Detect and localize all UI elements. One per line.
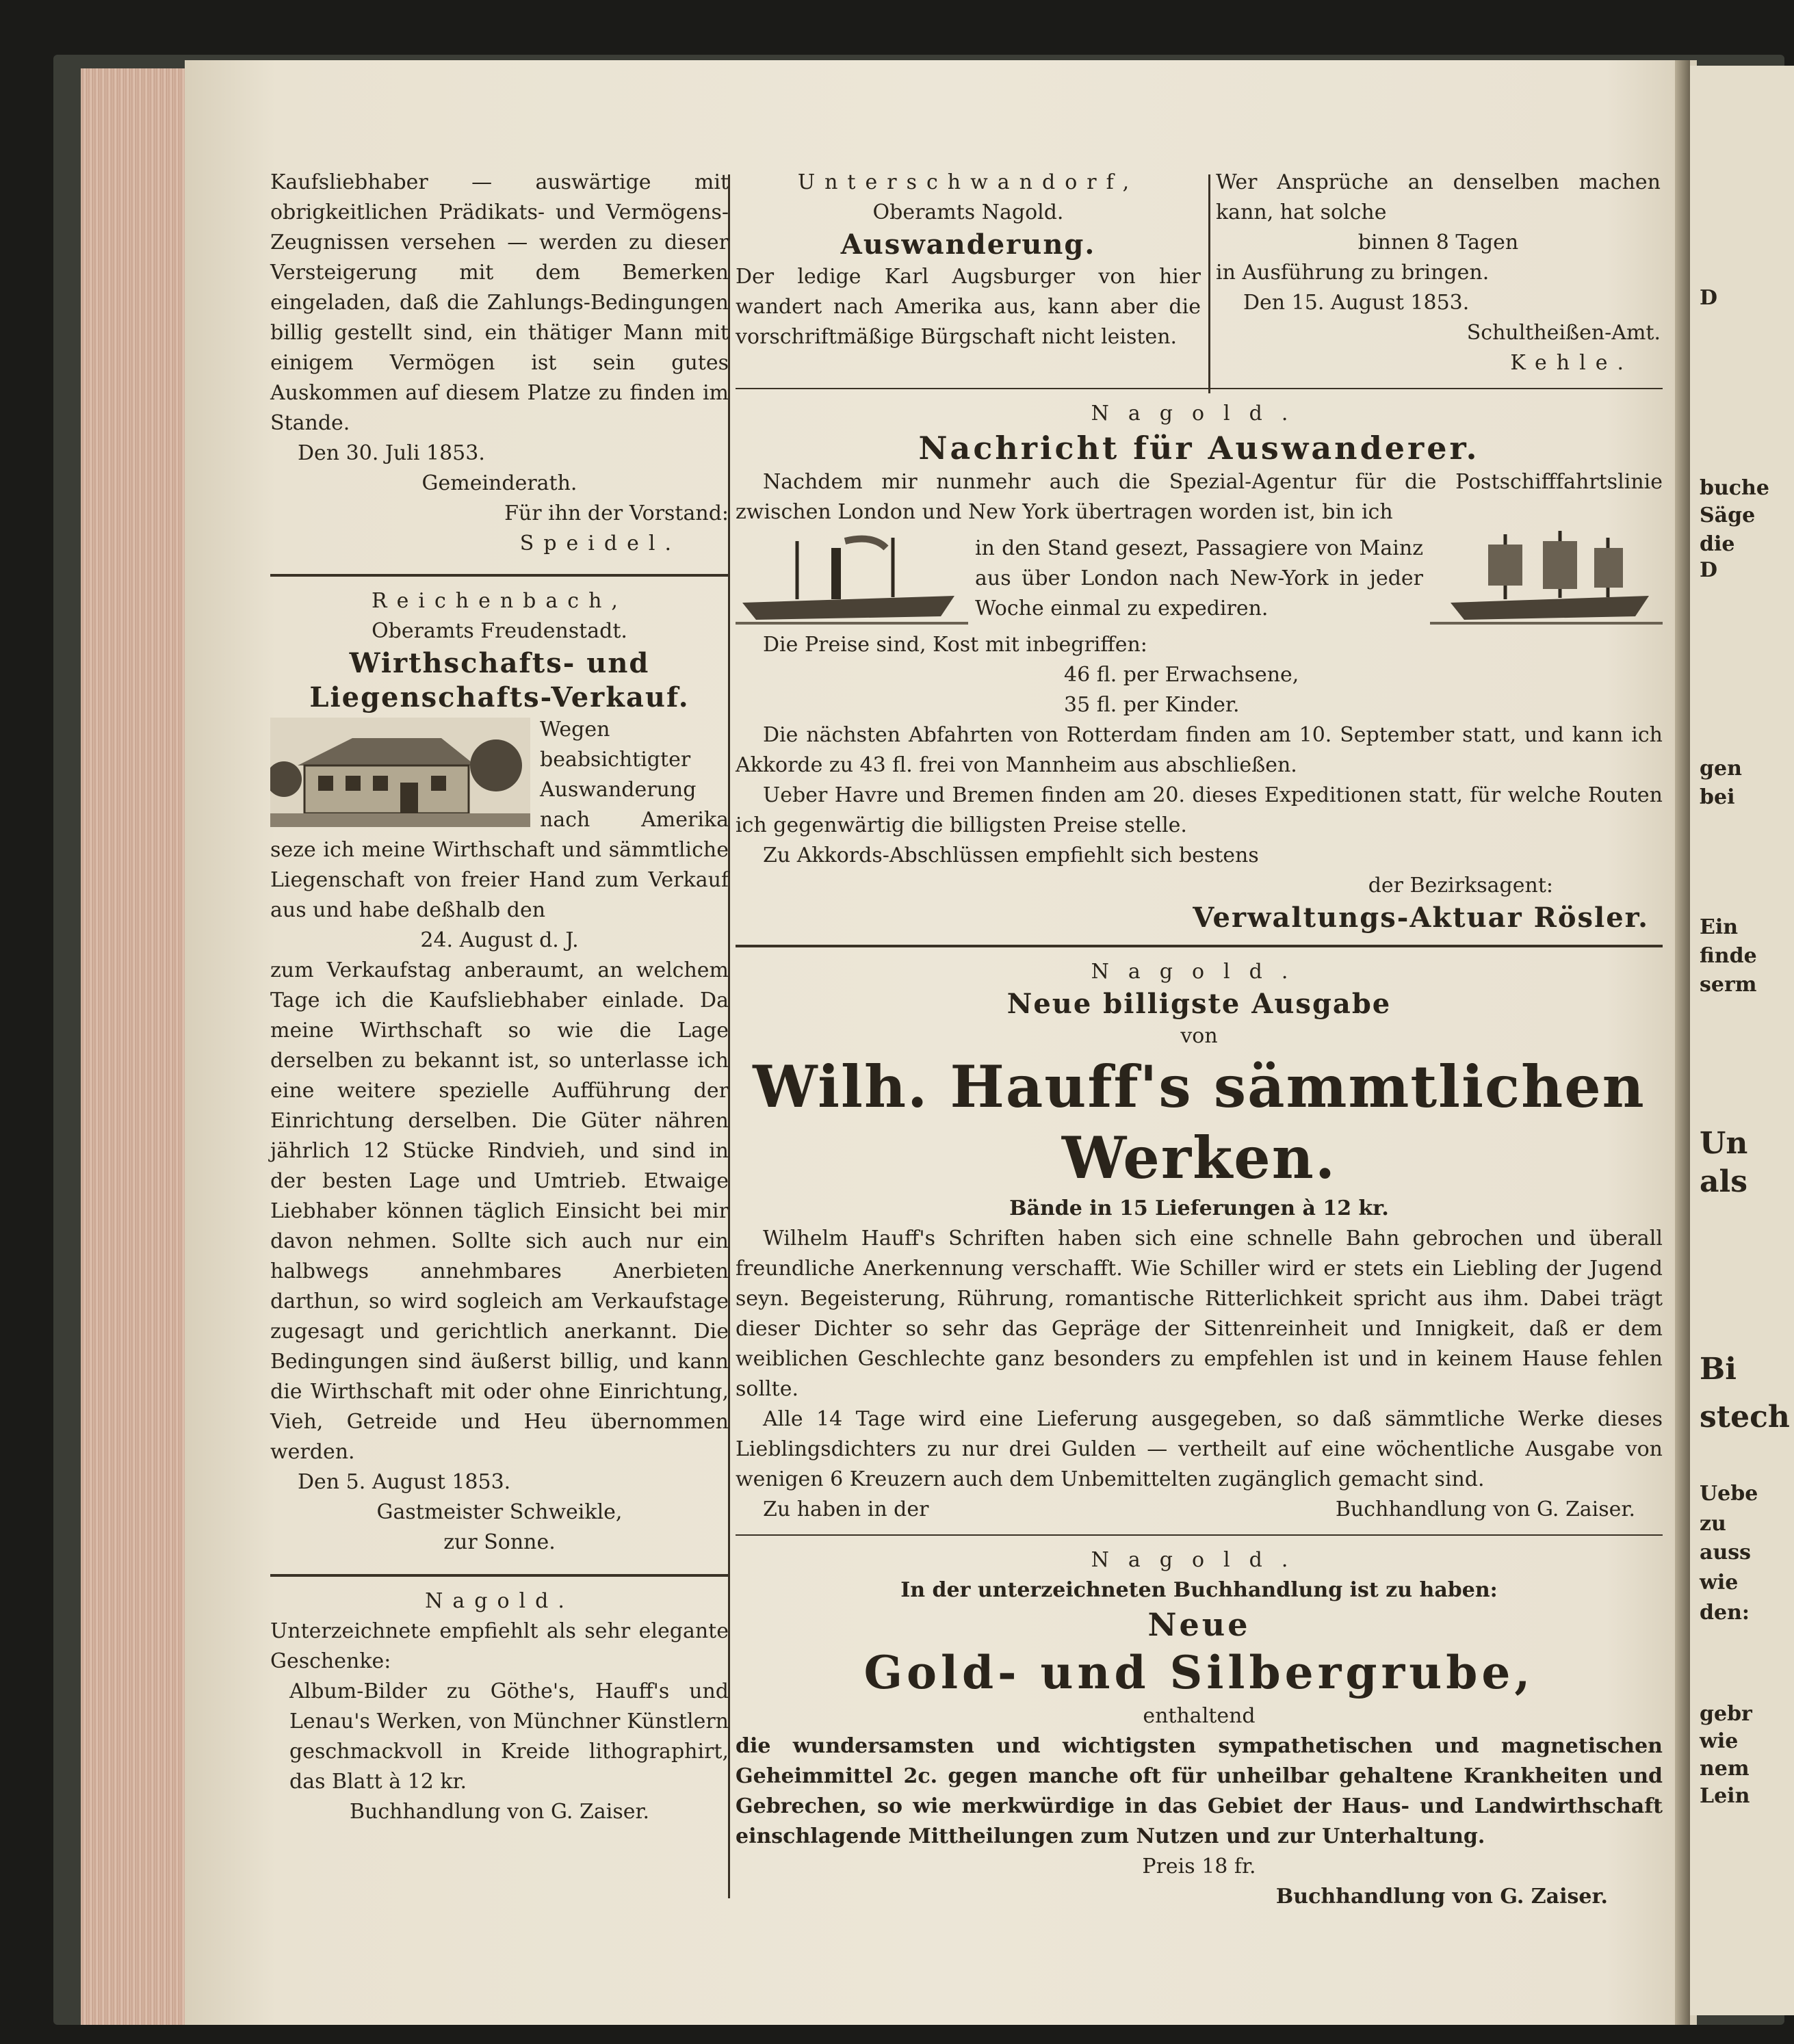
ad-date: Den 5. August 1853. — [298, 1470, 511, 1494]
ad-date: Den 15. August 1853. — [1243, 291, 1470, 315]
fragment-text: Uebe — [1700, 1482, 1758, 1506]
ad-title-von: von — [1180, 1024, 1218, 1048]
fragment-text: gebr — [1700, 1702, 1752, 1726]
ad-text: Wilhelm Hauff's Schriften haben sich eine schnelle Bahn gebrochen und überall freundliche Anerkennung verschafft. Wie Schiller wird er stets ein Liebling der Jugend seyn. Begeisterung, Rührung, romantische Ritterlichkeit spricht aus ihm. Dabei trägt dieser Dichter so sehr das Gepräge der Sittenreinheit und Innigkeit, daß er dem weiblichen Geschlechte ganz besonders zu empfehlen ist und in keinem Hause fehlen sollte. — [736, 1227, 1663, 1401]
fragment-text: stech — [1700, 1400, 1790, 1434]
ad-signature: Gemeinderath. — [421, 471, 577, 495]
ad-text: Unterzeichnete empfiehlt als sehr elegante Geschenke: — [270, 1619, 729, 1673]
ad-place: Unterschwandorf, — [797, 170, 1139, 194]
ad-emigrant-agency — [736, 399, 1663, 935]
fragment-text: Säge — [1700, 503, 1756, 527]
fragment-text: buche — [1700, 476, 1769, 500]
ad-album-pictures — [270, 1586, 729, 1827]
ad-text: Ueber Havre und Bremen finden am 20. dieses Expeditionen statt, für welche Routen ich gegenwärtig die billigsten Preise stelle. — [736, 783, 1663, 837]
separator-rule — [736, 388, 1663, 389]
ad-title: Auswanderung. — [840, 228, 1096, 261]
fragment-text: Un — [1700, 1126, 1748, 1161]
price-adult: 46 fl. per Erwachsene, — [1064, 663, 1299, 687]
ad-title: Wirthschafts- und Liegenschafts-Verkauf. — [309, 647, 690, 713]
fragment-text: wie — [1700, 1729, 1739, 1753]
fragment-text: gen — [1700, 757, 1742, 781]
ad-text: zum Verkaufstag anberaumt, an welchem Tage ich die Kaufsliebhaber einlade. Da meine Wirthschaft so wie die Lage derselben zu bekannt ist, so unterlasse ich eine weitere spezielle Aufführung der Einrichtung derselben. Die Güter nähren jährlich 12 Stücke Rindvieh, und sind in der besten Lage und Umtrieb. Etwaige Liebhaber können täglich Einsicht bei mir davon nehmen. Sollte sich auch nur ein halbwegs annehmbares Anerbieten darthun, so wird sogleich am Verkaufstage zugesagt und gerichtlich anerkannt. Die Bedingungen sind äußerst billig, und kann die Wirthschaft mit oder ohne Einrichtung, Vieh, Getreide und Heu übernommen werden. — [270, 958, 729, 1464]
fragment-text: die — [1700, 532, 1735, 556]
ad-text: Wegen beabsichtigter Auswanderung nach Amerika seze ich meine Wirthschaft und sämmtliche Liegenschaft von freier Hand zum Verkauf aus und habe deßhalb den — [270, 718, 729, 922]
ad-gold-silver-mine — [736, 1545, 1663, 1912]
fragment-text: bei — [1700, 785, 1735, 809]
steamship-woodcut-image — [736, 527, 968, 630]
fragment-text: den: — [1700, 1601, 1750, 1625]
ad-signature-name: Verwaltungs-Aktuar Rösler. — [1193, 902, 1649, 934]
fragment-text: wie — [1700, 1571, 1739, 1595]
ad-headline: Gold- und Silbergrube, — [863, 1646, 1535, 1699]
ad-signature: der Bezirksagent: — [1368, 874, 1553, 897]
ad-date-line: 24. August d. J. — [420, 928, 579, 952]
price-child: 35 fl. per Kinder. — [1064, 693, 1240, 717]
fragment-text: auss — [1700, 1541, 1752, 1564]
fragment-text: Bi — [1700, 1352, 1737, 1387]
ad-place: Reichenbach, — [372, 589, 627, 613]
ad-text: Die Preise sind, Kost mit inbegriffen: — [763, 633, 1147, 657]
ad-headline: Wilh. Hauff's sämmtlichen Werken. — [753, 1053, 1646, 1192]
ad-text: in Ausführung zu bringen. — [1216, 261, 1490, 285]
fragment-text: D — [1700, 558, 1718, 582]
ad-text: Alle 14 Tage wird eine Lieferung ausgegeben, so daß sämmtliche Werke dieses Lieblingsdichters zu nur drei Gulden — vertheilt auf eine wöchentliche Ausgabe von wenigen 6 Kreuzern auch dem Unbemittelten zugänglich gemacht sind. — [736, 1407, 1663, 1491]
ad-title: Neue — [1147, 1606, 1251, 1643]
ad-deadline: binnen 8 Tagen — [1357, 231, 1519, 254]
fragment-text: Lein — [1700, 1784, 1750, 1808]
ad-price: Preis 18 fr. — [1142, 1855, 1256, 1878]
separator-rule — [270, 574, 729, 577]
ad-signature: Schultheißen-Amt. — [1466, 321, 1661, 345]
ad-date: Den 30. Juli 1853. — [298, 441, 485, 465]
ad-hauff-works — [736, 957, 1663, 1525]
ad-place: Nagold. — [1091, 402, 1308, 425]
ad-text: Wer Ansprüche an denselben machen kann, hat solche — [1216, 170, 1661, 224]
ad-signature-name: Kehle. — [1510, 351, 1633, 375]
ad-text: Zu Akkords-Abschlüssen empfiehlt sich bestens — [763, 843, 1259, 867]
fragment-text: nem — [1700, 1757, 1750, 1781]
ad-signature: Für ihn der Vorstand: — [504, 501, 729, 525]
house-woodcut-image — [270, 718, 530, 827]
fragment-text: zu — [1700, 1512, 1726, 1536]
ad-availability: Zu haben in der — [763, 1497, 929, 1521]
right-column — [736, 168, 1663, 1912]
ad-place: Nagold. — [1091, 960, 1308, 984]
ad-tavern-sale — [270, 586, 729, 1558]
fragment-text: serm — [1700, 973, 1757, 997]
ad-contains: enthaltend — [1143, 1704, 1256, 1728]
sailing-ship-woodcut-image — [1430, 527, 1663, 630]
ad-text: Kaufsliebhaber — auswärtige mit obrigkeitlichen Prädikats- und Vermögens-Zeugnissen versehen — werden zu dieser Versteigerung mit dem Bemerken eingeladen, daß die Zahlungs-Bedingungen billig gestellt sind, ein thätiger Mann mit einigem Vermögen ist sein gutes Auskommen auf diesem Platze zu finden im Stande. — [270, 170, 729, 435]
ad-signature: Buchhandlung von G. Zaiser. — [1335, 1497, 1635, 1521]
separator-rule — [736, 945, 1663, 947]
book-gutter — [1675, 60, 1690, 2025]
ad-place: Nagold. — [1091, 1548, 1308, 1572]
next-page-fragment — [1690, 66, 1794, 2015]
left-column — [270, 168, 729, 1827]
ad-text: Die nächsten Abfahrten von Rotterdam finden am 10. September statt, und kann ich Akkorde zu 43 fl. frei von Mannheim aus abschließen. — [736, 723, 1663, 777]
ad-text: Der ledige Karl Augsburger von hier wandert nach Amerika aus, kann aber die vorschriftmäßige Bürgschaft nicht leisten. — [736, 265, 1201, 349]
ad-title: Nachricht für Auswanderer. — [918, 430, 1480, 467]
ad-intro: In der unterzeichneten Buchhandlung ist zu haben: — [900, 1578, 1498, 1602]
fragment-text: Ein — [1700, 915, 1739, 939]
separator-rule — [736, 1534, 1663, 1536]
ad-body — [270, 715, 729, 926]
fragment-text: als — [1700, 1164, 1747, 1199]
separator-rule — [270, 1574, 729, 1577]
ad-signature: zur Sonne. — [443, 1530, 556, 1554]
ad-signature-name: Speidel. — [519, 532, 681, 555]
ad-emigration-notice — [736, 168, 1663, 378]
fragment-text: D — [1700, 286, 1718, 310]
ad-signature: Buchhandlung von G. Zaiser. — [349, 1800, 650, 1824]
ad-text: Nachdem mir nunmehr auch die Spezial-Agentur für die Postschifffahrtslinie zwischen London und New York übertragen worden ist, bin ich — [736, 470, 1663, 524]
ad-place: Nagold. — [425, 1589, 574, 1613]
ad-text: Album-Bilder zu Göthe's, Hauff's und Lenau's Werken, von Münchner Künstlern geschmackvoll in Kreide lithographirt, das Blatt à 12 kr. — [289, 1679, 729, 1794]
ad-text: die wundersamsten und wichtigsten sympathetischen und magnetischen Geheimmittel 2c. gegen manche oft für unheilbar gehaltene Krankheiten und Gebrechen, so wie merkwürdige in das Gebiet der Haus- und Landwirthschaft einschlagende Mittheilungen zum Nutzen und zur Unterhaltung. — [736, 1734, 1663, 1848]
ad-text: in den Stand gesezt, Passagiere von Mainz aus über London nach New-York in jeder Woche einmal zu expediren. — [975, 536, 1423, 620]
ad-auction-continuation — [270, 168, 729, 559]
ad-signature: Gastmeister Schweikle, — [376, 1500, 623, 1524]
ad-title: Neue billigste Ausgabe — [1006, 988, 1392, 1020]
ad-signature: Buchhandlung von G. Zaiser. — [1275, 1885, 1608, 1909]
ad-subtitle: Bände in 15 Lieferungen à 12 kr. — [1009, 1196, 1389, 1220]
ad-district: Oberamts Freudenstadt. — [372, 619, 627, 643]
fragment-text: finde — [1700, 944, 1757, 968]
ad-district: Oberamts Nagold. — [872, 200, 1064, 224]
